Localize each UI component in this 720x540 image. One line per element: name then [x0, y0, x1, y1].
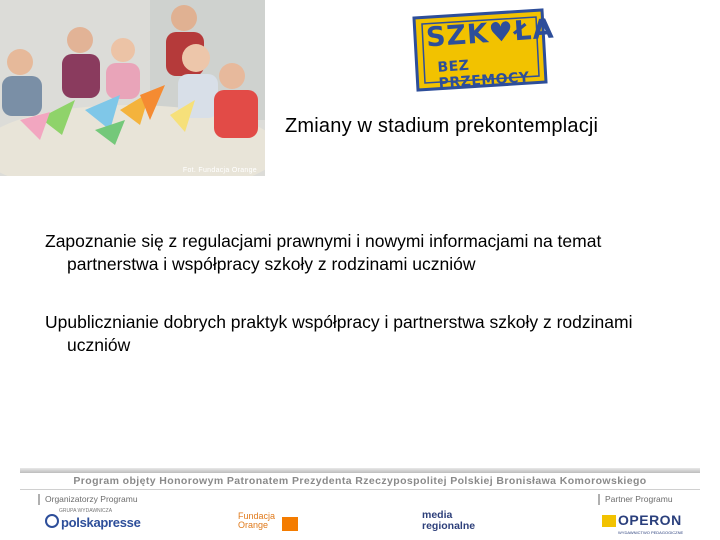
fundacja-orange-line-1: Fundacja: [238, 511, 276, 521]
bullet-item: Zapoznanie się z regulacjami prawnymi i nowymi informacjami na temat partnerstwa i współpracy szkoły z rodzinami uczniów: [45, 231, 602, 274]
patronage-line: Program objęty Honorowym Patronatem Prezydenta Rzeczypospolitej Polskiej Bronisława Komorowskiego: [73, 475, 647, 487]
polskapresse-tagline: GRUPA WYDAWNICZA: [59, 508, 113, 514]
bullet-list: [45, 230, 665, 392]
logo-text: [410, 8, 556, 92]
footer-divider-thin: [20, 489, 700, 490]
logo-line-1: SZK♥ŁA: [425, 13, 556, 54]
media-regionalne-line-2: regionalne: [422, 520, 476, 532]
polskapresse-logo: [45, 508, 141, 532]
orange-square-icon: [282, 517, 298, 531]
operon-name: OPERON: [618, 512, 682, 528]
polskapresse-mark-icon: [45, 514, 59, 528]
polskapresse-name: polskapresse: [61, 515, 141, 530]
media-regionalne-logo: [422, 510, 475, 532]
slide-title: Zmiany w stadium prekontemplacji: [285, 115, 599, 137]
szkola-bez-przemocy-logo: [410, 8, 556, 92]
media-regionalne-line-1: media: [422, 509, 453, 521]
classroom-photo-image: [0, 0, 265, 176]
photo-credit: Fot. Fundacja Orange: [182, 167, 257, 174]
fundacja-orange-line-2: Orange: [238, 520, 269, 530]
partner-label: Partner Programu: [598, 494, 673, 505]
footer-divider: [20, 468, 700, 473]
operon-logo: [602, 512, 683, 535]
operon-mark-icon: [602, 515, 616, 527]
classroom-photo: [0, 0, 265, 176]
fundacja-orange-logo: [238, 512, 300, 530]
organizers-label: Organizatorzy Programu: [38, 494, 138, 505]
logo-line-2: BEZ PRZEMOCY: [437, 57, 531, 92]
bullet-item: Upublicznianie dobrych praktyk współpracy i partnerstwa szkoły z rodzinami uczniów: [45, 312, 633, 355]
operon-subtitle: WYDAWNICTWO PEDAGOGICZNE: [618, 530, 684, 535]
